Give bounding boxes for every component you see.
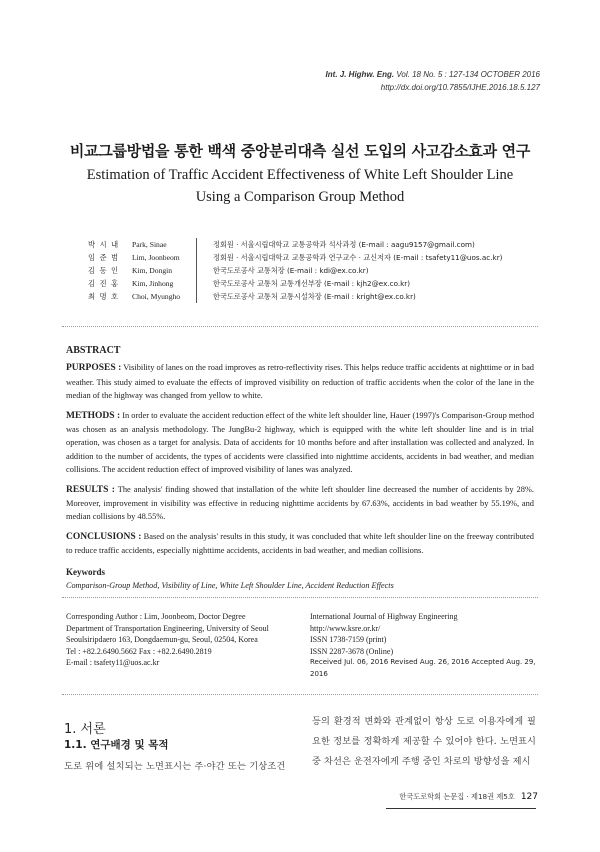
journal-header <box>326 68 540 94</box>
author-affiliation: 한국도로공사 교통처장 (E-mail : kdi@ex.co.kr) <box>213 266 369 275</box>
keywords-heading: Keywords <box>66 566 105 577</box>
purposes-text: Visibility of lanes on the road improves as retro-reflectivity rises. This helps reduce traffic accidents at nighttime or in bad weather. This study aimed to evaluate the effects of improved visibility on reduction of traffic accidents when the color of the lane in the median of the highway was changed from yellow to white. <box>66 363 534 401</box>
author-english-name: Choi, Myungho <box>132 292 181 301</box>
journal-name: Int. J. Highw. Eng. <box>325 70 395 79</box>
body-text-right: 등의 환경적 변화와 관계없이 항상 도로 이용자에게 필요한 정보를 정확하게 제공할 수 있어야 한다. 노면표시 중 차선은 운전자에게 주행 중인 차로의 방향성을 제시 <box>312 716 536 767</box>
author-row <box>88 238 502 251</box>
page-footer <box>399 792 538 802</box>
author-english-name: Kim, Jinhong <box>132 279 174 288</box>
author-divider <box>196 290 213 303</box>
author-divider <box>196 251 213 264</box>
section-divider <box>62 694 538 695</box>
author-divider <box>196 238 213 251</box>
abstract-heading: ABSTRACT <box>66 345 121 356</box>
author-korean-name: 김 동 인 <box>88 266 120 275</box>
author-english-name: Kim, Dongin <box>132 266 173 275</box>
body-text-left: 도로 위에 설치되는 노면표시는 주·야간 또는 기상조건 <box>64 761 286 772</box>
abstract-conclusions <box>66 530 534 558</box>
english-title-line1: Estimation of Traffic Accident Effectiveness of White Left Shoulder Line <box>86 167 514 183</box>
abstract-results <box>66 483 534 524</box>
section-divider <box>62 326 538 327</box>
author-divider <box>196 264 213 277</box>
author-affiliation: 정회원 · 서울시립대학교 교통공학과 연구교수 · 교신저자 (E-mail : tsafety11@uos.ac.kr) <box>213 253 503 262</box>
keywords-text: Comparison-Group Method, Visibility of Line, White Left Shoulder Line, Accident Reduction Effects <box>66 581 394 591</box>
author-affiliation: 한국도로공사 교통처 교통시설차장 (E-mail : kright@ex.co.kr) <box>213 292 416 301</box>
footer-journal: 한국도로학회 논문집 · 제18권 제5호 <box>399 792 515 801</box>
author-korean-name: 박 시 내 <box>88 240 120 249</box>
journal-url[interactable]: http://www.ksre.or.kr/ <box>310 623 381 633</box>
corr-address: Seoulsiripdaero 163, Dongdaemun-gu, Seoul, 02504, Korea <box>66 635 258 645</box>
korean-title: 비교그룹방법을 통한 백색 중앙분리대측 실선 도입의 사고감소효과 연구 <box>69 142 531 160</box>
author-row <box>88 264 502 277</box>
conclusions-label: CONCLUSIONS : <box>66 531 142 542</box>
methods-label: METHODS : <box>66 410 121 421</box>
issn-online: ISSN 2287-3678 (Online) <box>310 646 394 656</box>
doi-link[interactable]: http://dx.doi.org/10.7855/IJHE.2016.18.5.127 <box>380 83 540 92</box>
conclusions-text: Based on the analysis' results in this study, it was concluded that white left shoulder line on the freeway contributed to reduce traffic accidents, especially nighttime accidents, accidents in bad weather, and median collisions. <box>66 531 534 556</box>
author-affiliation: 정회원 · 서울시립대학교 교통공학과 석사과정 (E-mail : aagu9157@gmail.com) <box>213 240 475 249</box>
abstract-methods <box>66 409 534 477</box>
page-number: 127 <box>520 792 538 802</box>
issn-print: ISSN 1738-7159 (print) <box>310 635 387 645</box>
author-korean-name: 임 준 범 <box>88 253 120 262</box>
author-row <box>88 290 502 303</box>
received-dates: Received Jul. 06, 2016 Revised Aug. 26, 2016 Accepted Aug. 29, 2016 <box>310 658 536 678</box>
author-divider <box>196 277 213 290</box>
author-row <box>88 251 502 264</box>
corr-email[interactable]: E-mail : tsafety11@uos.ac.kr <box>66 658 160 668</box>
abstract-block <box>66 344 534 593</box>
section-divider <box>62 597 538 598</box>
purposes-label: PURPOSES : <box>66 363 122 374</box>
journal-volume: Vol. 18 No. 5 : 127-134 OCTOBER 2016 <box>394 70 540 79</box>
author-english-name: Park, Sinae <box>132 240 167 249</box>
english-title <box>0 164 600 208</box>
author-list <box>88 238 502 303</box>
methods-text: In order to evaluate the accident reduction effect of the white left shoulder line, Hauer (1997)'s Comparison-Group method was chosen as an analysis methodology. The JungBu-2 highway, which is equipped with the white left shoulder line and is in trial operation, was chosen as a target for analysis. Data of accidents for 10 months before and after installation was collected and analyzed. In addition to the number of accidents, the types of accidents were classified into nighttime accidents, accidents in bad weather, and median collisions. The accident reduction effect of improved visibility of lanes was analyzed. <box>66 410 535 475</box>
results-text: The analysis' finding showed that installation of the white left shoulder line decreased the number of accidents by 28%. Moreover, improvement in visibility was effective in reducing nighttime accidents by 67.63%, accidents in bad weather by 55.19%, and median collisions by 48.55%. <box>66 484 534 522</box>
english-title-line2: Using a Comparison Group Method <box>195 189 405 205</box>
results-label: RESULTS : <box>66 484 115 495</box>
corr-phone: Tel : +82.2.6490.5662 Fax : +82.2.6490.2819 <box>66 646 212 656</box>
journal-info <box>310 611 540 681</box>
corr-author-name: Corresponding Author : Lim, Joonbeom, Doctor Degree <box>66 612 246 621</box>
abstract-purposes <box>66 361 534 402</box>
corr-department: Department of Transportation Engineering, University of Seoul <box>66 623 269 633</box>
author-korean-name: 김 진 홍 <box>88 279 120 288</box>
journal-citation <box>326 68 540 81</box>
journal-full-name: International Journal of Highway Engineering <box>310 612 458 621</box>
corresponding-author <box>66 611 296 669</box>
author-row <box>88 277 502 290</box>
subsection-heading: 1.1. 연구배경 및 목적 <box>64 739 169 751</box>
author-english-name: Lim, Joonbeom <box>132 253 180 262</box>
footer-rule <box>386 808 536 809</box>
author-affiliation: 한국도로공사 교통처 교통개선부장 (E-mail : kjh2@ex.co.kr) <box>213 279 411 288</box>
section-heading: 1. 서론 <box>64 722 106 737</box>
author-korean-name: 최 명 호 <box>88 292 120 301</box>
